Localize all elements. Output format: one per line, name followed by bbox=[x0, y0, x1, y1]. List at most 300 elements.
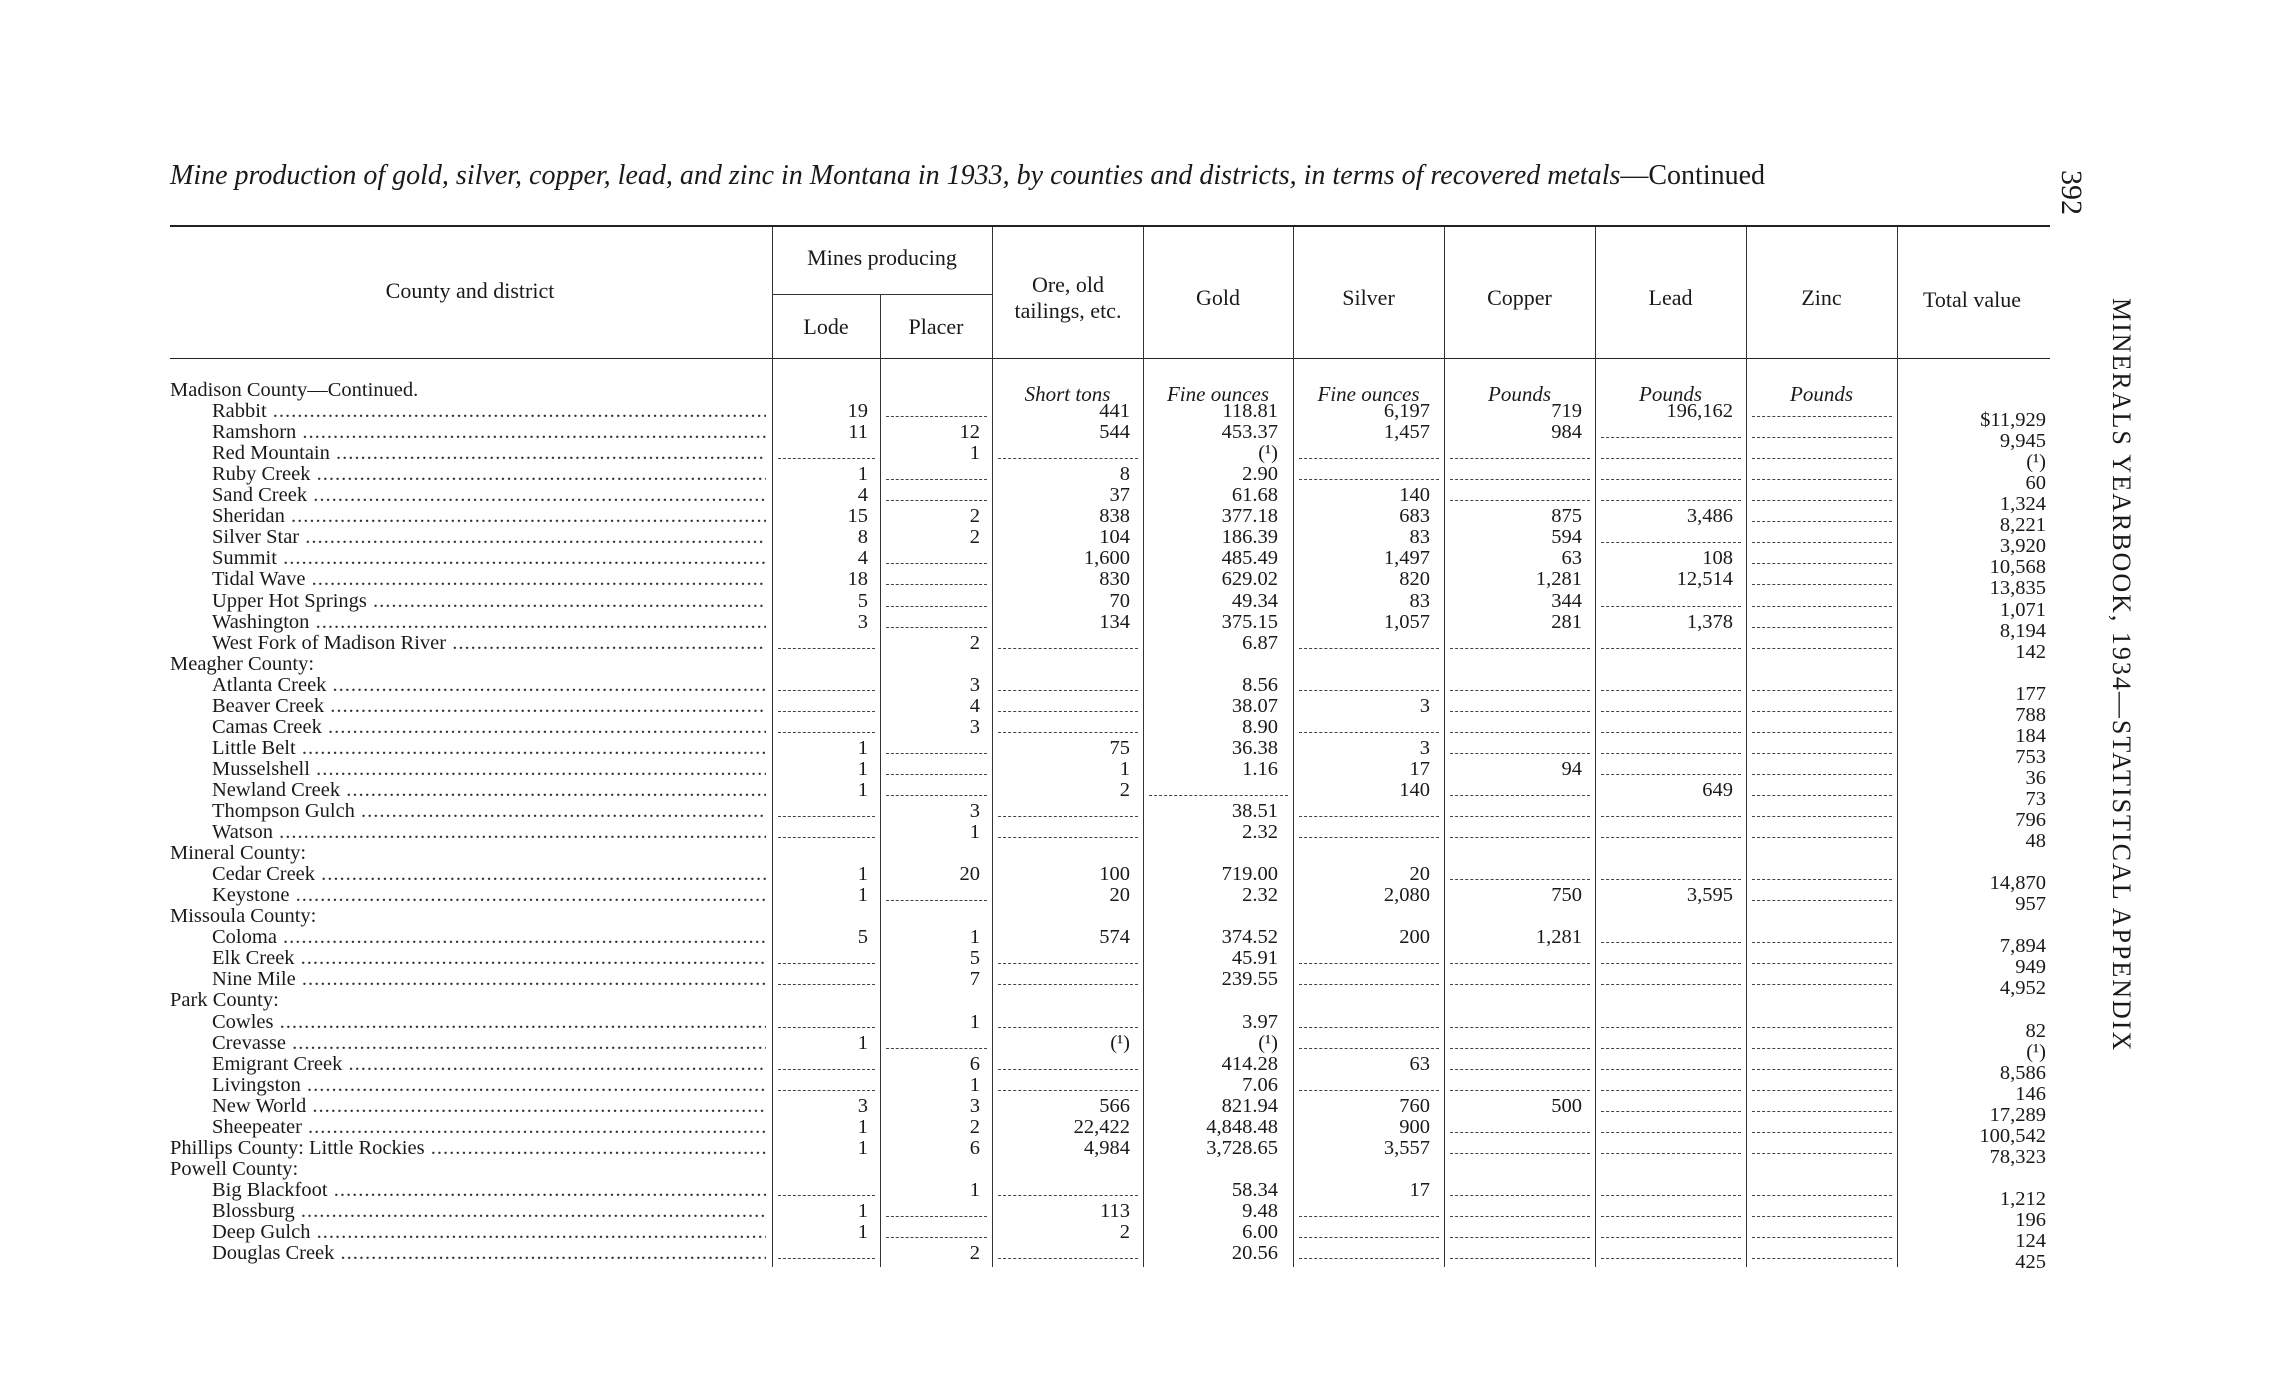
cell-gold: 38.51 bbox=[1231, 800, 1278, 822]
cell-gold: 414.28 bbox=[1221, 1052, 1278, 1075]
cell-ore: 1,600 bbox=[1083, 547, 1130, 570]
empty-cell-leader bbox=[1299, 837, 1439, 838]
county-heading-row bbox=[0, 843, 2270, 864]
cell-placer: 2 bbox=[969, 1242, 980, 1265]
district-name: Meagher County: bbox=[170, 653, 315, 675]
empty-cell-leader bbox=[1450, 816, 1590, 817]
cell-total-value: 8,194 bbox=[1999, 619, 2046, 642]
cell-lode: 8 bbox=[857, 526, 868, 549]
empty-cell-leader bbox=[1752, 627, 1892, 628]
cell-gold: 453.37 bbox=[1221, 421, 1278, 444]
cell-placer: 2 bbox=[969, 631, 980, 654]
table-row bbox=[0, 1199, 2270, 1231]
cell-total-value: 73 bbox=[2025, 787, 2046, 810]
table-row bbox=[0, 547, 2270, 579]
district-name: Missoula County: bbox=[170, 906, 317, 928]
district-name: Ramshorn ..... bbox=[212, 422, 766, 443]
empty-cell-leader bbox=[998, 1069, 1138, 1070]
header-bottom-rule bbox=[170, 358, 2050, 359]
empty-cell-leader bbox=[1601, 1027, 1741, 1028]
empty-cell-leader bbox=[1601, 984, 1741, 985]
district-name: Crevasse ..... bbox=[212, 1033, 766, 1054]
district-name: Park County: bbox=[170, 990, 279, 1012]
empty-cell-leader bbox=[1752, 963, 1892, 964]
cell-silver: 3 bbox=[1419, 694, 1430, 717]
empty-cell-leader bbox=[886, 563, 987, 564]
cell-placer: 1 bbox=[969, 821, 980, 844]
cell-silver: 20 bbox=[1409, 863, 1430, 886]
table-row bbox=[0, 1031, 2270, 1063]
unit-ore: Short tons bbox=[1024, 382, 1111, 406]
cell-silver: 1,457 bbox=[1383, 421, 1430, 444]
empty-cell-leader bbox=[1450, 1027, 1590, 1028]
cell-gold: (¹) bbox=[1258, 442, 1278, 465]
cell-total-value: 957 bbox=[2015, 893, 2046, 916]
mines-header-rule bbox=[772, 294, 992, 295]
cell-copper: 875 bbox=[1551, 505, 1582, 528]
header-copper: Copper bbox=[1487, 285, 1552, 310]
cell-total-value: 788 bbox=[2015, 703, 2046, 726]
empty-cell-leader bbox=[1601, 837, 1741, 838]
empty-cell-leader bbox=[1601, 500, 1741, 501]
cell-lode: 1 bbox=[857, 1199, 868, 1222]
district-name: Madison County—Continued. bbox=[170, 380, 419, 401]
district-name: Cowles ..... bbox=[212, 1012, 766, 1033]
empty-cell-leader bbox=[778, 837, 875, 838]
empty-cell-leader bbox=[1450, 984, 1590, 985]
table-row bbox=[0, 800, 2270, 831]
cell-placer: 3 bbox=[969, 673, 980, 696]
unit-lead: Pounds bbox=[1639, 382, 1702, 406]
cell-placer: 1 bbox=[969, 926, 980, 949]
cell-placer: 6 bbox=[969, 1052, 980, 1075]
empty-cell-leader bbox=[886, 500, 987, 501]
cell-lead: 1,378 bbox=[1686, 610, 1733, 633]
cell-gold: 118.81 bbox=[1222, 400, 1278, 423]
empty-cell-leader bbox=[998, 1027, 1138, 1028]
cell-ore: (¹) bbox=[1110, 1031, 1130, 1054]
table-row bbox=[0, 1073, 2270, 1105]
cell-ore: 70 bbox=[1109, 589, 1130, 612]
cell-silver: 2,080 bbox=[1383, 884, 1430, 907]
table-row bbox=[0, 1094, 2270, 1126]
empty-cell-leader bbox=[886, 416, 987, 417]
empty-cell-leader bbox=[886, 584, 987, 585]
cell-lead: 196,162 bbox=[1666, 400, 1733, 423]
cell-gold: 2.32 bbox=[1242, 884, 1278, 907]
district-name: Big Blackfoot ..... bbox=[212, 1180, 766, 1201]
cell-gold: 377.18 bbox=[1221, 505, 1278, 528]
empty-cell-leader bbox=[1299, 1090, 1439, 1091]
empty-cell-leader bbox=[998, 963, 1138, 964]
district-name: Sheridan ..... bbox=[212, 506, 766, 527]
empty-cell-leader bbox=[778, 1090, 875, 1091]
cell-total-value: 753 bbox=[2015, 745, 2046, 768]
empty-cell-leader bbox=[1601, 458, 1741, 459]
empty-cell-leader bbox=[1752, 795, 1892, 796]
cell-gold: 239.55 bbox=[1221, 968, 1278, 991]
cell-placer: 2 bbox=[969, 526, 980, 549]
empty-cell-leader bbox=[1752, 837, 1892, 838]
empty-cell-leader bbox=[886, 795, 987, 796]
empty-cell-leader bbox=[1450, 479, 1590, 480]
cell-copper: 1,281 bbox=[1535, 568, 1582, 591]
table-row bbox=[0, 610, 2270, 642]
table-row bbox=[0, 715, 2270, 747]
cell-total-value: 14,870 bbox=[1989, 872, 2046, 895]
cell-ore: 134 bbox=[1099, 610, 1130, 633]
district-name: Summit ..... bbox=[212, 548, 766, 569]
empty-cell-leader bbox=[778, 648, 875, 649]
empty-cell-leader bbox=[998, 711, 1138, 712]
cell-placer: 2 bbox=[969, 505, 980, 528]
cell-total-value: 10,568 bbox=[1989, 556, 2046, 579]
cell-ore: 830 bbox=[1099, 568, 1130, 591]
cell-silver: 140 bbox=[1399, 778, 1430, 801]
empty-cell-leader bbox=[1752, 711, 1892, 712]
district-name: Keystone ..... bbox=[212, 885, 766, 906]
cell-placer: 20 bbox=[959, 863, 980, 886]
cell-ore: 75 bbox=[1109, 736, 1130, 759]
cell-ore: 4,984 bbox=[1083, 1136, 1130, 1159]
district-name: Musselshell ..... bbox=[212, 759, 766, 780]
cell-lode: 1 bbox=[857, 736, 868, 759]
empty-cell-leader bbox=[998, 690, 1138, 691]
cell-copper: 750 bbox=[1551, 884, 1582, 907]
cell-total-value: 60 bbox=[2025, 472, 2046, 495]
cell-silver: 820 bbox=[1399, 568, 1430, 591]
empty-cell-leader bbox=[998, 816, 1138, 817]
cell-total-value: 1,212 bbox=[1999, 1187, 2046, 1210]
district-name: Ruby Creek ..... bbox=[212, 464, 766, 485]
cell-total-value: 796 bbox=[2015, 809, 2046, 831]
empty-cell-leader bbox=[1450, 1090, 1590, 1091]
cell-placer: 7 bbox=[969, 968, 980, 991]
cell-ore: 544 bbox=[1099, 421, 1130, 444]
empty-cell-leader bbox=[998, 1258, 1138, 1259]
district-name: Beaver Creek ..... bbox=[212, 696, 766, 717]
cell-silver: 17 bbox=[1409, 1178, 1430, 1201]
empty-cell-leader bbox=[1299, 816, 1439, 817]
cell-ore: 20 bbox=[1109, 884, 1130, 907]
page-number: 392 bbox=[2055, 170, 2088, 215]
table-row bbox=[0, 421, 2270, 453]
district-name: Coloma ..... bbox=[212, 927, 766, 948]
empty-cell-leader bbox=[1752, 542, 1892, 543]
cell-ore: 8 bbox=[1119, 463, 1130, 486]
table-row bbox=[0, 968, 2270, 1000]
empty-cell-leader bbox=[1752, 732, 1892, 733]
table-row bbox=[0, 1010, 2270, 1042]
district-name: West Fork of Madison River ..... bbox=[212, 633, 766, 654]
cell-gold: 485.49 bbox=[1221, 547, 1278, 570]
empty-cell-leader bbox=[1601, 1069, 1741, 1070]
cell-lode: 1 bbox=[857, 1115, 868, 1138]
empty-cell-leader bbox=[998, 1195, 1138, 1196]
table-row bbox=[0, 568, 2270, 600]
cell-silver: 900 bbox=[1399, 1115, 1430, 1138]
cell-placer: 1 bbox=[969, 1010, 980, 1033]
empty-cell-leader bbox=[1149, 795, 1288, 796]
cell-ore: 104 bbox=[1099, 526, 1130, 549]
cell-lead: 649 bbox=[1702, 778, 1733, 801]
unit-zinc: Pounds bbox=[1790, 382, 1853, 406]
cell-gold: 6.87 bbox=[1242, 631, 1278, 654]
cell-gold: 8.90 bbox=[1242, 715, 1278, 738]
cell-total-value: 8,221 bbox=[1999, 514, 2046, 537]
cell-gold: 9.48 bbox=[1242, 1199, 1278, 1222]
table-row bbox=[0, 1052, 2270, 1084]
district-name: Phillips County: Little Rockies ..... bbox=[170, 1138, 766, 1159]
district-name: Atlanta Creek ..... bbox=[212, 675, 766, 696]
cell-total-value: (¹) bbox=[2026, 451, 2046, 474]
cell-lode: 19 bbox=[847, 400, 868, 423]
district-name: Washington ..... bbox=[212, 612, 766, 633]
cell-lode: 4 bbox=[857, 484, 868, 507]
cell-ore: 22,422 bbox=[1073, 1115, 1130, 1138]
cell-silver: 83 bbox=[1409, 589, 1430, 612]
empty-cell-leader bbox=[886, 900, 987, 901]
header-lead: Lead bbox=[1648, 285, 1693, 310]
empty-cell-leader bbox=[1450, 732, 1590, 733]
empty-cell-leader bbox=[998, 837, 1138, 838]
empty-cell-leader bbox=[1299, 963, 1439, 964]
cell-silver: 83 bbox=[1409, 526, 1430, 549]
cell-placer: 2 bbox=[969, 1115, 980, 1138]
empty-cell-leader bbox=[1752, 648, 1892, 649]
cell-lead: 108 bbox=[1702, 547, 1733, 570]
empty-cell-leader bbox=[1450, 690, 1590, 691]
cell-lode: 1 bbox=[857, 757, 868, 780]
empty-cell-leader bbox=[1601, 963, 1741, 964]
empty-cell-leader bbox=[1752, 479, 1892, 480]
empty-cell-leader bbox=[998, 648, 1138, 649]
table-row bbox=[0, 1221, 2270, 1252]
header-mines-producing: Mines producing bbox=[807, 245, 957, 270]
empty-cell-leader bbox=[998, 1090, 1138, 1091]
cell-placer: 5 bbox=[969, 947, 980, 970]
empty-cell-leader bbox=[1299, 984, 1439, 985]
cell-silver: 1,497 bbox=[1383, 547, 1430, 570]
empty-cell-leader bbox=[1752, 563, 1892, 564]
empty-cell-leader bbox=[778, 963, 875, 964]
empty-cell-leader bbox=[1299, 690, 1439, 691]
district-name: Nine Mile ..... bbox=[212, 969, 766, 990]
empty-cell-leader bbox=[1601, 1048, 1741, 1049]
cell-lode: 1 bbox=[857, 778, 868, 801]
empty-cell-leader bbox=[1601, 942, 1741, 943]
cell-total-value: 7,894 bbox=[1999, 935, 2046, 958]
empty-cell-leader bbox=[1450, 1153, 1590, 1154]
cell-copper: 1,281 bbox=[1535, 926, 1582, 949]
empty-cell-leader bbox=[1752, 690, 1892, 691]
cell-silver: 17 bbox=[1409, 757, 1430, 780]
empty-cell-leader bbox=[778, 711, 875, 712]
table-row bbox=[0, 947, 2270, 979]
cell-gold: 629.02 bbox=[1221, 568, 1278, 591]
empty-cell-leader bbox=[778, 732, 875, 733]
district-name: Cedar Creek ..... bbox=[212, 864, 766, 885]
empty-cell-leader bbox=[778, 984, 875, 985]
table-row bbox=[0, 757, 2270, 789]
empty-cell-leader bbox=[1450, 1237, 1590, 1238]
empty-cell-leader bbox=[1752, 984, 1892, 985]
cell-ore: 574 bbox=[1099, 926, 1130, 949]
empty-cell-leader bbox=[998, 984, 1138, 985]
cell-total-value: 142 bbox=[2015, 640, 2046, 663]
cell-gold: 375.15 bbox=[1221, 610, 1278, 633]
empty-cell-leader bbox=[886, 1216, 987, 1217]
district-name: Red Mountain ..... bbox=[212, 443, 766, 464]
cell-placer: 3 bbox=[969, 800, 980, 822]
cell-total-value: 146 bbox=[2015, 1082, 2046, 1105]
table-title bbox=[170, 160, 2050, 192]
district-name: Watson ..... bbox=[212, 822, 766, 843]
empty-cell-leader bbox=[1752, 584, 1892, 585]
county-heading-row bbox=[0, 654, 2270, 675]
table-row bbox=[0, 631, 2270, 663]
header-gold: Gold bbox=[1196, 285, 1240, 310]
cell-gold: 6.00 bbox=[1242, 1221, 1278, 1243]
cell-silver: 6,197 bbox=[1383, 400, 1430, 423]
header-total: Total value bbox=[1922, 287, 2022, 312]
table-row bbox=[0, 736, 2270, 768]
empty-cell-leader bbox=[1752, 879, 1892, 880]
empty-cell-leader bbox=[778, 458, 875, 459]
cell-ore: 441 bbox=[1099, 400, 1130, 423]
cell-lode: 1 bbox=[857, 463, 868, 486]
district-name: Livingston ..... bbox=[212, 1075, 766, 1096]
empty-cell-leader bbox=[1601, 648, 1741, 649]
empty-cell-leader bbox=[886, 753, 987, 754]
empty-cell-leader bbox=[1450, 1048, 1590, 1049]
table-row bbox=[0, 463, 2270, 495]
empty-cell-leader bbox=[886, 1048, 987, 1049]
table-row bbox=[0, 1136, 2270, 1168]
empty-cell-leader bbox=[1450, 837, 1590, 838]
table-row bbox=[0, 863, 2270, 895]
empty-cell-leader bbox=[998, 732, 1138, 733]
table-title-continued: —Continued bbox=[1620, 160, 1766, 191]
cell-gold: 719.00 bbox=[1221, 863, 1278, 886]
empty-cell-leader bbox=[1601, 1237, 1741, 1238]
cell-placer: 1 bbox=[969, 1073, 980, 1096]
empty-cell-leader bbox=[1450, 1216, 1590, 1217]
cell-gold: 4,848.48 bbox=[1206, 1115, 1278, 1138]
district-name: Rabbit ..... bbox=[212, 401, 766, 422]
header-lode: Lode bbox=[803, 314, 849, 339]
empty-cell-leader bbox=[1752, 606, 1892, 607]
empty-cell-leader bbox=[1299, 1027, 1439, 1028]
empty-cell-leader bbox=[1601, 732, 1741, 733]
empty-cell-leader bbox=[1450, 500, 1590, 501]
cell-gold: 20.56 bbox=[1231, 1242, 1278, 1265]
cell-gold: 45.91 bbox=[1231, 947, 1278, 970]
cell-silver: 200 bbox=[1399, 926, 1430, 949]
empty-cell-leader bbox=[1450, 458, 1590, 459]
empty-cell-leader bbox=[1601, 816, 1741, 817]
cell-silver: 140 bbox=[1399, 484, 1430, 507]
cell-lode: 18 bbox=[847, 568, 868, 591]
unit-gold: Fine ounces bbox=[1166, 382, 1270, 406]
cell-total-value: 949 bbox=[2015, 956, 2046, 979]
empty-cell-leader bbox=[1601, 1258, 1741, 1259]
district-name: Powell County: bbox=[170, 1158, 299, 1180]
cell-gold: 2.32 bbox=[1242, 821, 1278, 844]
table-row bbox=[0, 884, 2270, 916]
empty-cell-leader bbox=[1752, 1195, 1892, 1196]
county-heading-row bbox=[0, 380, 2270, 401]
cell-total-value: 8,586 bbox=[1999, 1061, 2046, 1084]
empty-cell-leader bbox=[1601, 1195, 1741, 1196]
empty-cell-leader bbox=[1752, 900, 1892, 901]
cell-gold: 38.07 bbox=[1231, 694, 1278, 717]
cell-ore: 1 bbox=[1119, 757, 1130, 780]
empty-cell-leader bbox=[1601, 606, 1741, 607]
empty-cell-leader bbox=[1450, 1132, 1590, 1133]
cell-placer: 12 bbox=[959, 421, 980, 444]
empty-cell-leader bbox=[1752, 753, 1892, 754]
empty-cell-leader bbox=[1752, 1027, 1892, 1028]
cell-total-value: $11,929 bbox=[1980, 409, 2046, 432]
cell-copper: 984 bbox=[1551, 421, 1582, 444]
cell-lode: 3 bbox=[857, 1094, 868, 1117]
empty-cell-leader bbox=[1601, 711, 1741, 712]
cell-gold: 3.97 bbox=[1242, 1010, 1278, 1033]
cell-copper: 594 bbox=[1551, 526, 1582, 549]
cell-lead: 12,514 bbox=[1676, 568, 1733, 591]
empty-cell-leader bbox=[886, 1237, 987, 1238]
empty-cell-leader bbox=[1752, 1216, 1892, 1217]
empty-cell-leader bbox=[1752, 942, 1892, 943]
table-row bbox=[0, 673, 2270, 705]
district-name: Elk Creek ..... bbox=[212, 948, 766, 969]
empty-cell-leader bbox=[1299, 1258, 1439, 1259]
empty-cell-leader bbox=[886, 774, 987, 775]
empty-cell-leader bbox=[1450, 795, 1590, 796]
cell-total-value: 3,920 bbox=[1999, 535, 2046, 558]
cell-placer: 4 bbox=[969, 694, 980, 717]
empty-cell-leader bbox=[1601, 753, 1741, 754]
cell-lode: 3 bbox=[857, 610, 868, 633]
district-name: Sheepeater ..... bbox=[212, 1117, 766, 1138]
empty-cell-leader bbox=[1752, 816, 1892, 817]
cell-placer: 6 bbox=[969, 1136, 980, 1159]
empty-cell-leader bbox=[1752, 416, 1892, 417]
cell-ore: 566 bbox=[1099, 1094, 1130, 1117]
district-name: New World ..... bbox=[212, 1096, 766, 1117]
empty-cell-leader bbox=[1752, 1090, 1892, 1091]
cell-lode: 5 bbox=[857, 589, 868, 612]
empty-cell-leader bbox=[1299, 648, 1439, 649]
empty-cell-leader bbox=[1299, 732, 1439, 733]
empty-cell-leader bbox=[1601, 774, 1741, 775]
empty-cell-leader bbox=[886, 606, 987, 607]
empty-cell-leader bbox=[1752, 774, 1892, 775]
cell-total-value: 4,952 bbox=[1999, 977, 2046, 1000]
empty-cell-leader bbox=[1450, 1069, 1590, 1070]
county-heading-row bbox=[0, 1159, 2270, 1180]
empty-cell-leader bbox=[1752, 1048, 1892, 1049]
empty-cell-leader bbox=[1601, 1090, 1741, 1091]
cell-silver: 683 bbox=[1399, 505, 1430, 528]
table-row bbox=[0, 1242, 2270, 1274]
cell-lode: 1 bbox=[857, 863, 868, 886]
table-row bbox=[0, 778, 2270, 810]
empty-cell-leader bbox=[778, 1027, 875, 1028]
empty-cell-leader bbox=[1450, 648, 1590, 649]
cell-ore: 37 bbox=[1109, 484, 1130, 507]
